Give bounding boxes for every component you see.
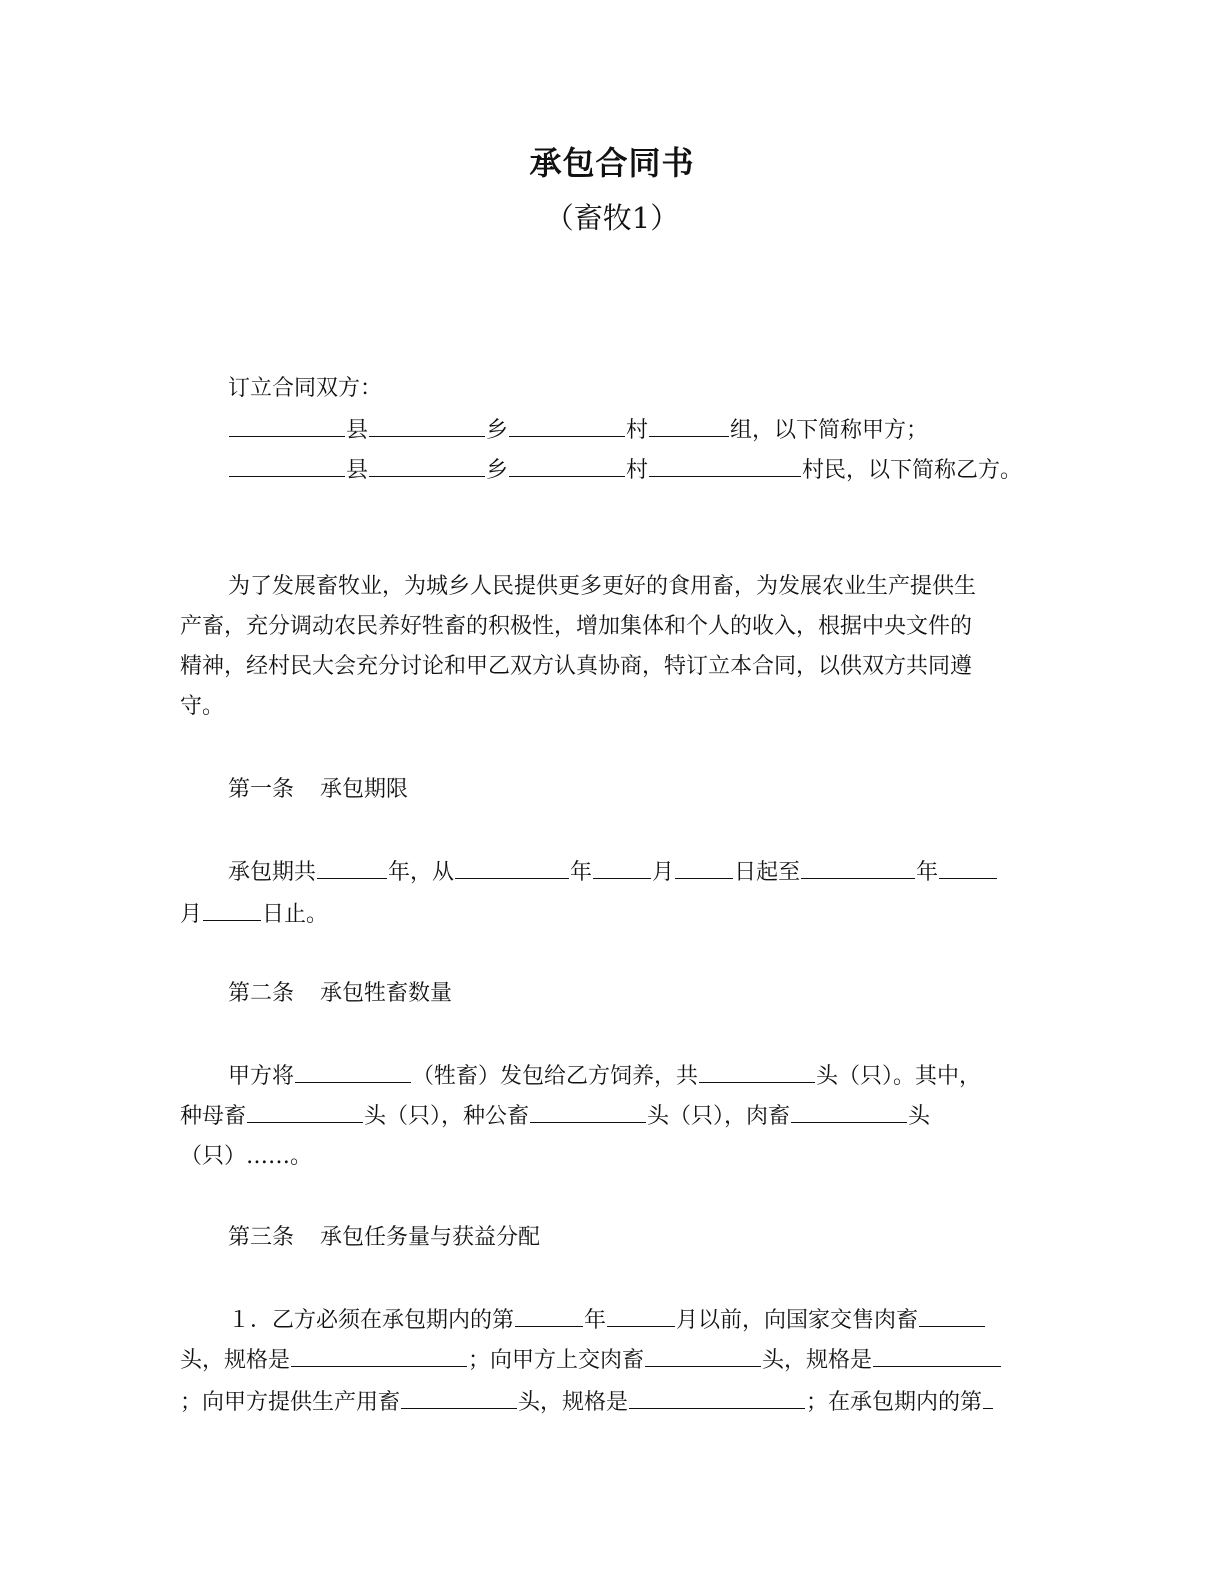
text: 村民，以下简称乙方。 — [802, 458, 1023, 483]
text: 月 — [180, 902, 203, 927]
article-title: 承包期限 — [320, 777, 409, 802]
preamble-line-3: 精神，经村民大会充分讨论和甲乙双方认真协商，特订立本合同，以供双方共同遵 — [180, 654, 973, 679]
spec-blank-2 — [873, 1344, 1001, 1367]
article-2-heading — [228, 979, 1098, 1009]
text: 组，以下简称甲方； — [730, 418, 929, 443]
text: 乡 — [486, 418, 509, 443]
preamble-line-2: 产畜，充分调动农民养好牲畜的积极性，增加集体和个人的收入，根据中央文件的 — [180, 614, 973, 639]
article-number: 第二条 — [228, 981, 295, 1006]
text: 甲方将 — [228, 1064, 295, 1089]
text: 头，规格是 — [762, 1348, 873, 1373]
article-1-line-1 — [228, 856, 1098, 888]
article-3-line-1 — [228, 1304, 1098, 1336]
group-blank-a — [649, 414, 729, 437]
party-b-line — [228, 454, 1098, 486]
end-month-blank — [939, 856, 997, 879]
text: 头（只），肉畜 — [647, 1104, 791, 1129]
text: 头，规格是 — [180, 1348, 291, 1373]
text: 年 — [570, 860, 593, 885]
breeding-male-blank — [530, 1100, 646, 1123]
text: 头 — [908, 1104, 931, 1129]
document-title: 承包合同书 — [529, 144, 695, 182]
article-3-heading — [228, 1223, 1098, 1253]
year-ordinal-blank — [515, 1304, 583, 1327]
text: 头，规格是 — [518, 1390, 629, 1415]
production-animal-count-blank — [401, 1386, 517, 1409]
article-2-line-1 — [228, 1060, 1098, 1092]
text: 日止。 — [262, 902, 329, 927]
state-sale-count-blank — [919, 1304, 985, 1327]
article-number: 第一条 — [228, 777, 295, 802]
parties-intro: 订立合同双方： — [228, 376, 383, 401]
party-a-line — [228, 414, 1098, 446]
start-month-blank — [593, 856, 651, 879]
text: １．乙方必须在承包期内的第 — [228, 1308, 515, 1333]
text: 月以前，向国家交售肉畜 — [676, 1308, 919, 1333]
total-head-blank — [699, 1060, 815, 1083]
text: ；在承包期内的第 — [806, 1390, 983, 1415]
text: ；向甲方提供生产用畜 — [180, 1390, 401, 1415]
spec-blank-1 — [291, 1344, 467, 1367]
preamble-line-1: 为了发展畜牧业，为城乡人民提供更多更好的食用畜，为发展农业生产提供生 — [228, 574, 977, 599]
year-ordinal-blank-2 — [983, 1386, 993, 1409]
article-number: 第三条 — [228, 1225, 295, 1250]
text: 种母畜 — [180, 1104, 247, 1129]
text: 村 — [626, 418, 649, 443]
county-blank-b — [229, 454, 345, 477]
document-subtitle: （畜牧1） — [544, 201, 680, 235]
meat-animal-blank — [791, 1100, 907, 1123]
month-blank — [607, 1304, 675, 1327]
township-blank-a — [369, 414, 485, 437]
village-blank-b — [509, 454, 625, 477]
county-blank-a — [229, 414, 345, 437]
article-title: 承包任务量与获益分配 — [320, 1225, 541, 1250]
text: 县 — [346, 458, 369, 483]
text: 年，从 — [388, 860, 455, 885]
text: 年 — [584, 1308, 607, 1333]
spec-blank-3 — [629, 1386, 805, 1409]
text: ；向甲方上交肉畜 — [468, 1348, 645, 1373]
years-blank — [317, 856, 387, 879]
article-3-line-2 — [180, 1344, 1050, 1376]
end-year-blank — [801, 856, 915, 879]
party-a-meat-count-blank — [645, 1344, 761, 1367]
text: 县 — [346, 418, 369, 443]
start-year-blank — [455, 856, 569, 879]
text: 日起至 — [734, 860, 801, 885]
text: 头（只），种公畜 — [364, 1104, 530, 1129]
article-1-heading — [228, 775, 1098, 805]
preamble-line-4: 守。 — [180, 694, 225, 719]
article-2-line-3: （只）……。 — [180, 1144, 313, 1169]
villager-blank-b — [649, 454, 801, 477]
township-blank-b — [369, 454, 485, 477]
text: 乡 — [486, 458, 509, 483]
article-2-line-2 — [180, 1100, 1050, 1132]
article-title: 承包牲畜数量 — [320, 981, 453, 1006]
start-day-blank — [675, 856, 733, 879]
text: 承包期共 — [228, 860, 317, 885]
livestock-type-blank — [295, 1060, 411, 1083]
breeding-female-blank — [247, 1100, 363, 1123]
article-1-line-2 — [180, 898, 1050, 930]
end-day-blank — [203, 898, 261, 921]
village-blank-a — [509, 414, 625, 437]
text: 月 — [652, 860, 675, 885]
text: （牲畜）发包给乙方饲养，共 — [412, 1064, 699, 1089]
text: 村 — [626, 458, 649, 483]
text: 年 — [916, 860, 939, 885]
article-3-line-3 — [180, 1386, 1050, 1418]
text: 头（只）。其中， — [816, 1064, 982, 1089]
